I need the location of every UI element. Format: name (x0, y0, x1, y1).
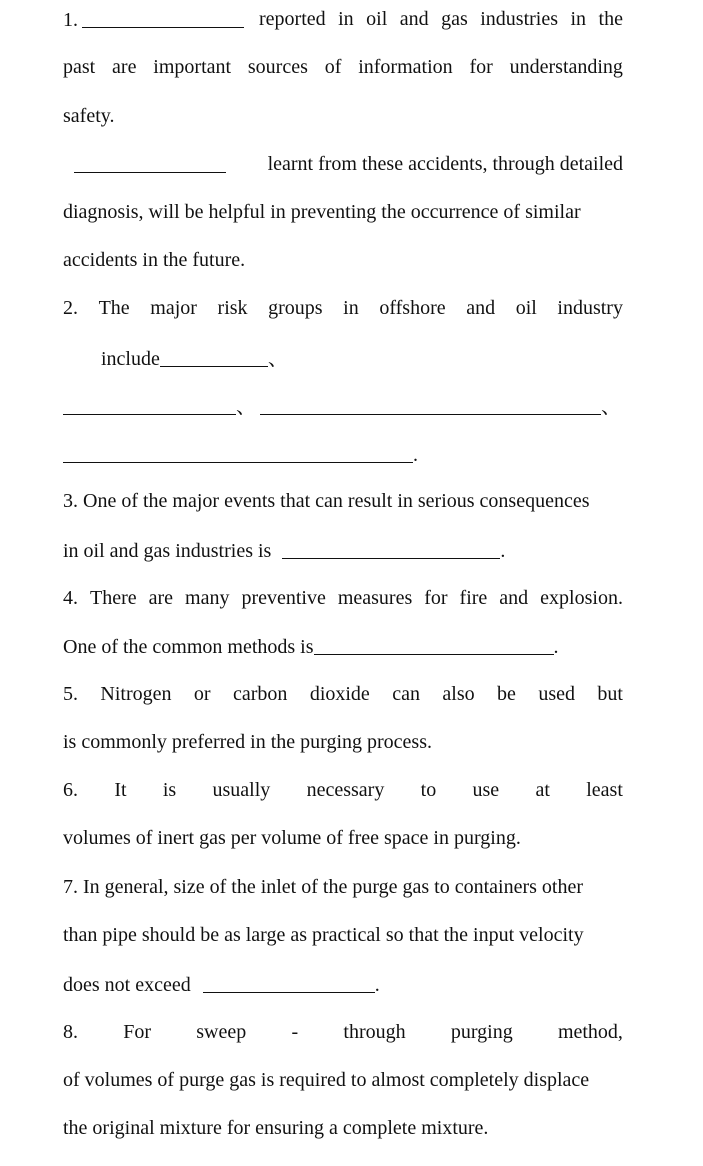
q2-line-1 (63, 294, 623, 322)
word: also (442, 683, 475, 705)
word: sources (247, 56, 308, 78)
q1-line-4-text: learnt from these accidents, through detailed (267, 153, 623, 175)
q7-line-3 (63, 970, 623, 998)
q2-line-2 (101, 344, 623, 372)
q3-end-period: . (500, 540, 506, 562)
word: For (123, 1021, 152, 1043)
word: There (89, 587, 137, 609)
word: the (598, 8, 623, 30)
q1-line-4 (63, 150, 623, 178)
word: oil (515, 297, 537, 319)
word: fire (459, 587, 488, 609)
word: and (499, 587, 529, 609)
q2-separator: 、 (601, 396, 621, 418)
q1-number: 1. (63, 9, 78, 31)
word: is (162, 779, 177, 801)
q2-line-3 (63, 392, 623, 420)
q1-line-5: diagnosis, will be helpful in preventing the occurrence of similar (63, 201, 581, 223)
q7-end-period: . (374, 974, 380, 996)
q6-line-2: volumes of inert gas per volume of free space in purging. (63, 827, 521, 849)
word: or (193, 683, 211, 705)
word: 5. (63, 683, 78, 705)
word: industry (557, 297, 623, 319)
q1-line-1 (63, 5, 623, 33)
q4-end-period: . (553, 636, 559, 658)
word: necessary (306, 779, 385, 801)
word: used (538, 683, 575, 705)
q2-blank-1[interactable] (160, 346, 268, 367)
q1-blank-1[interactable] (82, 7, 244, 28)
word: in (338, 8, 354, 30)
q1-line-2 (63, 53, 623, 81)
q7-blank-1[interactable] (203, 972, 375, 993)
word: 2. (63, 297, 78, 319)
word: information (358, 56, 453, 78)
q6-line-1 (63, 776, 623, 804)
q1-line-3: safety. (63, 105, 115, 127)
word: for (469, 56, 493, 78)
word: to (420, 779, 437, 801)
q4-line-2-text: One of the common methods is (63, 636, 314, 658)
word: gas (441, 8, 468, 30)
q7-line-2: than pipe should be as large as practical so that the input velocity (63, 924, 584, 946)
word: method, (557, 1021, 623, 1043)
q8-line-3: the original mixture for ensuring a complete mixture. (63, 1117, 489, 1139)
q8-line-1 (63, 1018, 623, 1046)
word: purging (450, 1021, 513, 1043)
word: be (497, 683, 516, 705)
q3-line-2 (63, 536, 623, 564)
word: through (343, 1021, 406, 1043)
q4-blank-1[interactable] (314, 634, 554, 655)
word: and (466, 297, 496, 319)
word: past (63, 56, 96, 78)
word: carbon (232, 683, 288, 705)
word: risk (217, 297, 248, 319)
word: understanding (509, 56, 623, 78)
q4-line-1 (63, 584, 623, 612)
word: oil (366, 8, 388, 30)
q2-separator: 、 (236, 396, 256, 418)
word: important (153, 56, 232, 78)
word: - (291, 1021, 299, 1043)
word: least (586, 779, 623, 801)
word: in (343, 297, 359, 319)
q4-line-2 (63, 632, 623, 660)
word: industries (480, 8, 559, 30)
q2-blank-3[interactable] (260, 394, 601, 415)
q8-line-2: of volumes of purge gas is required to almost completely displace (63, 1069, 590, 1091)
word: but (597, 683, 623, 705)
q2-blank-2[interactable] (63, 394, 236, 415)
q2-include-label: include (101, 348, 160, 370)
q5-line-2: is commonly preferred in the purging process. (63, 731, 432, 753)
word: major (150, 297, 197, 319)
word: are (112, 56, 137, 78)
word: sweep (196, 1021, 247, 1043)
q3-line-2-text: in oil and gas industries is (63, 540, 272, 562)
word: dioxide (309, 683, 370, 705)
q1-line-1-text (259, 5, 623, 33)
word: of (324, 56, 342, 78)
q2-end-period: . (413, 444, 418, 466)
word: use (472, 779, 500, 801)
word: 6. (63, 779, 78, 801)
q3-blank-1[interactable] (282, 538, 500, 559)
q1-line-6: accidents in the future. (63, 249, 246, 271)
word: Nitrogen (100, 683, 172, 705)
word: explosion. (540, 587, 623, 609)
word: for (424, 587, 448, 609)
word: are (148, 587, 174, 609)
q2-separator: 、 (267, 348, 288, 370)
word: groups (268, 297, 323, 319)
word: offshore (379, 297, 446, 319)
word: The (98, 297, 130, 319)
q7-line-3-text: does not exceed (63, 974, 191, 996)
q7-line-1: 7. In general, size of the inlet of the purge gas to containers other (63, 876, 584, 898)
q2-line-4 (63, 440, 623, 468)
word: many (185, 587, 230, 609)
word: preventive (241, 587, 326, 609)
word: usually (212, 779, 271, 801)
word: measures (337, 587, 413, 609)
word: 4. (63, 587, 78, 609)
word: reported (259, 8, 326, 30)
word: at (535, 779, 550, 801)
word: in (570, 8, 587, 30)
word: can (392, 683, 420, 705)
q1-blank-2[interactable] (74, 152, 226, 173)
word: and (399, 8, 429, 30)
q5-line-1 (63, 680, 623, 708)
word: It (114, 779, 127, 801)
q2-blank-4[interactable] (63, 442, 413, 463)
word: 8. (63, 1021, 78, 1043)
q3-line-1: 3. One of the major events that can result in serious consequences (63, 490, 590, 512)
